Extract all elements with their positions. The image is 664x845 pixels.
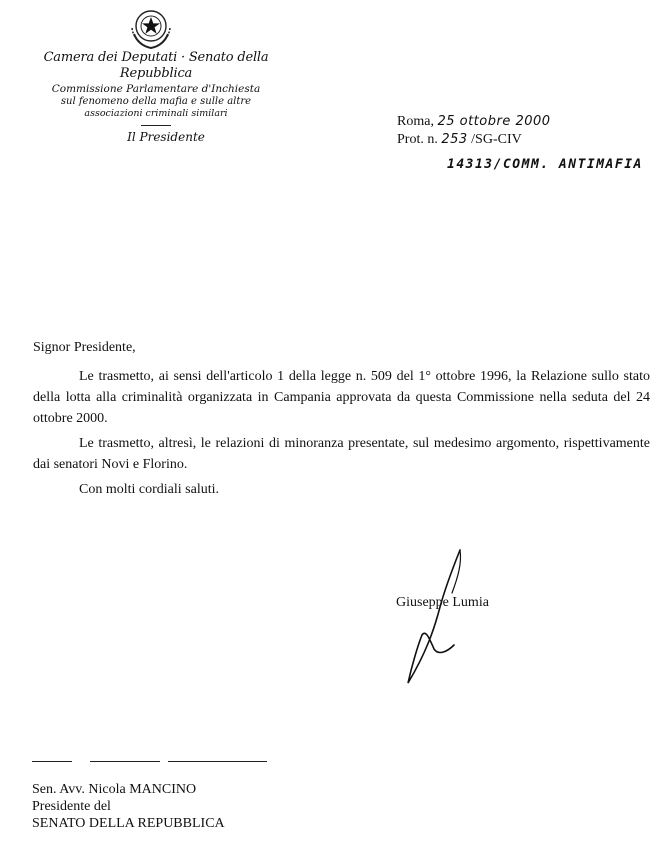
addressee-institution: SENATO DELLA REPUBBLICA <box>32 816 225 831</box>
handwritten-signature <box>396 545 476 690</box>
letterhead-subject-cont: associazioni criminali similari <box>84 108 228 120</box>
letterhead-institution: Camera dei Deputati · Senato della Repubblica <box>43 50 269 82</box>
protocol-suffix: /SG-CIV <box>471 132 522 147</box>
signatory-name: Giuseppe Lumia <box>396 595 489 610</box>
protocol-label: Prot. n. <box>397 132 438 147</box>
date-line <box>397 113 551 131</box>
salutation: Signor Presidente, <box>33 340 136 355</box>
reference-block <box>397 113 551 149</box>
date-handwritten: 25 ottobre 2000 <box>437 114 551 129</box>
handwritten-registration: 14313/COMM. ANTIMAFIA <box>447 157 643 172</box>
protocol-line <box>397 131 551 149</box>
addressee-name: Sen. Avv. Nicola MANCINO <box>32 782 197 797</box>
letterhead-divider <box>141 125 171 126</box>
addressee-block <box>32 781 225 832</box>
letterhead-subject: sul fenomeno della mafia e sulle altre <box>60 95 252 107</box>
paragraph-1: Le trasmetto, ai sensi dell'articolo 1 della legge n. 509 del 1° ottobre 1996, la Relazione sullo stato della lotta alla criminalità organizzata in Campania approvata da questa Commissione nella seduta del 24 ottobre 2000. <box>33 369 650 426</box>
addressee-role: Presidente del <box>32 799 111 814</box>
closing: Con molti cordiali saluti. <box>79 482 219 497</box>
separator-lines <box>32 760 267 763</box>
letter-body <box>33 366 650 504</box>
paragraph-2: Le trasmetto, altresì, le relazioni di minoranza presentate, sul medesimo argomento, rispettivamente dai senatori Novi e Florino. <box>33 436 650 472</box>
republic-emblem-icon <box>128 6 174 50</box>
letterhead-role: Il Presidente <box>127 130 205 144</box>
letterhead-commission: Commissione Parlamentare d'Inchiesta <box>51 82 261 95</box>
date-label: Roma, <box>397 114 434 129</box>
letterhead <box>6 50 306 145</box>
protocol-number: 253 <box>441 132 468 147</box>
